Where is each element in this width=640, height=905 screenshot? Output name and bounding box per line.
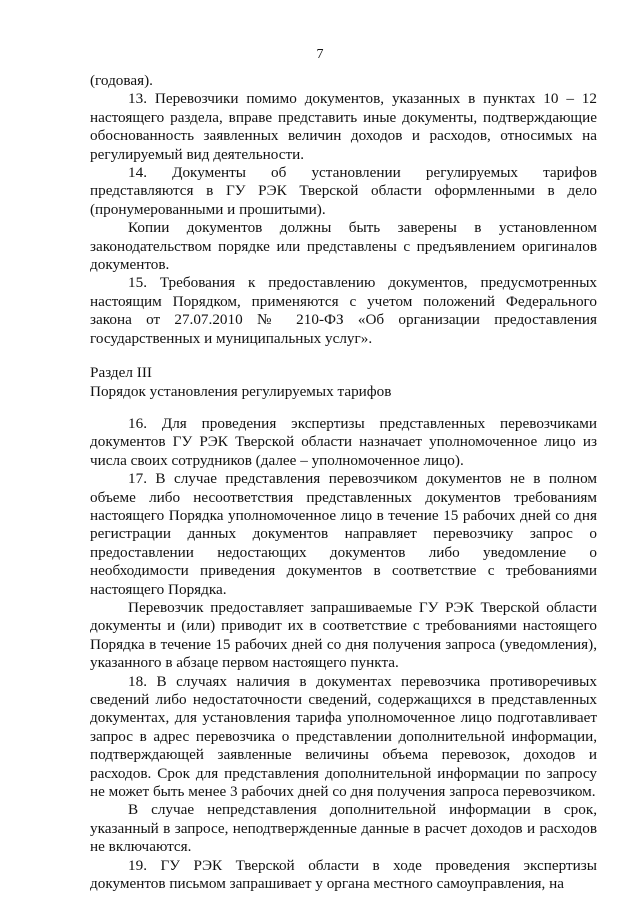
paragraph: 15. Требования к предоставлению документов, предусмотренных настоящим Порядком, применяются с учетом положений Федерального закона от 27.07.2010 № 210-ФЗ «Об организации предоставления государственных и муниципальных услуг». <box>90 274 597 347</box>
paragraph: В случае непредставления дополнительной информации в срок, указанный в запросе, неподтвержденные данные в расчет доходов и расходов не включаются. <box>90 801 597 856</box>
page-number: 7 <box>316 47 324 62</box>
document-body <box>90 72 597 893</box>
paragraph: (годовая). <box>90 72 153 89</box>
section-heading: Раздел III <box>90 364 152 382</box>
section-subheading: Порядок установления регулируемых тарифов <box>90 382 392 400</box>
paragraph: 16. Для проведения экспертизы представленных перевозчиками документов ГУ РЭК Тверской области назначает уполномоченное лицо из числа своих сотрудников (далее – уполномоченное лицо). <box>90 414 597 469</box>
paragraph: 14. Документы об установлении регулируемых тарифов представляются в ГУ РЭК Тверской области оформленными в дело (пронумерованными и прошитыми). <box>90 164 597 218</box>
spacer <box>90 348 597 356</box>
paragraph: Копии документов должны быть заверены в установленном законодательством порядке или представлены с предъявлением оригиналов документов. <box>90 219 597 274</box>
paragraph: 19. ГУ РЭК Тверской области в ходе проведения экспертизы документов письмом запрашивает у органа местного самоуправления, на <box>90 856 597 893</box>
paragraph: 17. В случае представления перевозчиком документов не в полном объеме либо несоответствия представленных документов требованиям настоящего Порядка уполномоченное лицо в течение 15 рабочих дней со дня регистрации данных документов направляет перевозчику запрос о предоставлении недостающих документов либо уведомление о необходимости приведения документов в соответствие с требованиями настоящего Порядка. <box>90 470 597 598</box>
paragraph: 18. В случаях наличия в документах перевозчика противоречивых сведений либо недостаточности сведений, содержащихся в представленных документах, для установления тарифа уполномоченное лицо подготавливает запрос в адрес перевозчика о представлении дополнительной информации, подтверждающей заявленные величины объема перевозок, доходов и расходов. Срок для представления дополнительной информации по запросу не может быть менее 3 рабочих дней со дня получения запроса перевозчиком. <box>90 672 597 801</box>
paragraph: 13. Перевозчики помимо документов, указанных в пунктах 10 – 12 настоящего раздела, вправе представить иные документы, подтверждающие обоснованность заявленных величин доходов и расходов, относимых на регулируемый вид деятельности. <box>90 90 597 163</box>
paragraph: Перевозчик предоставляет запрашиваемые ГУ РЭК Тверской области документы и (или) приводит их в соответствие с требованиями настоящего Порядка в течение 15 рабочих дней со дня получения запроса (уведомления), указанного в абзаце первом настоящего пункта. <box>90 598 597 672</box>
